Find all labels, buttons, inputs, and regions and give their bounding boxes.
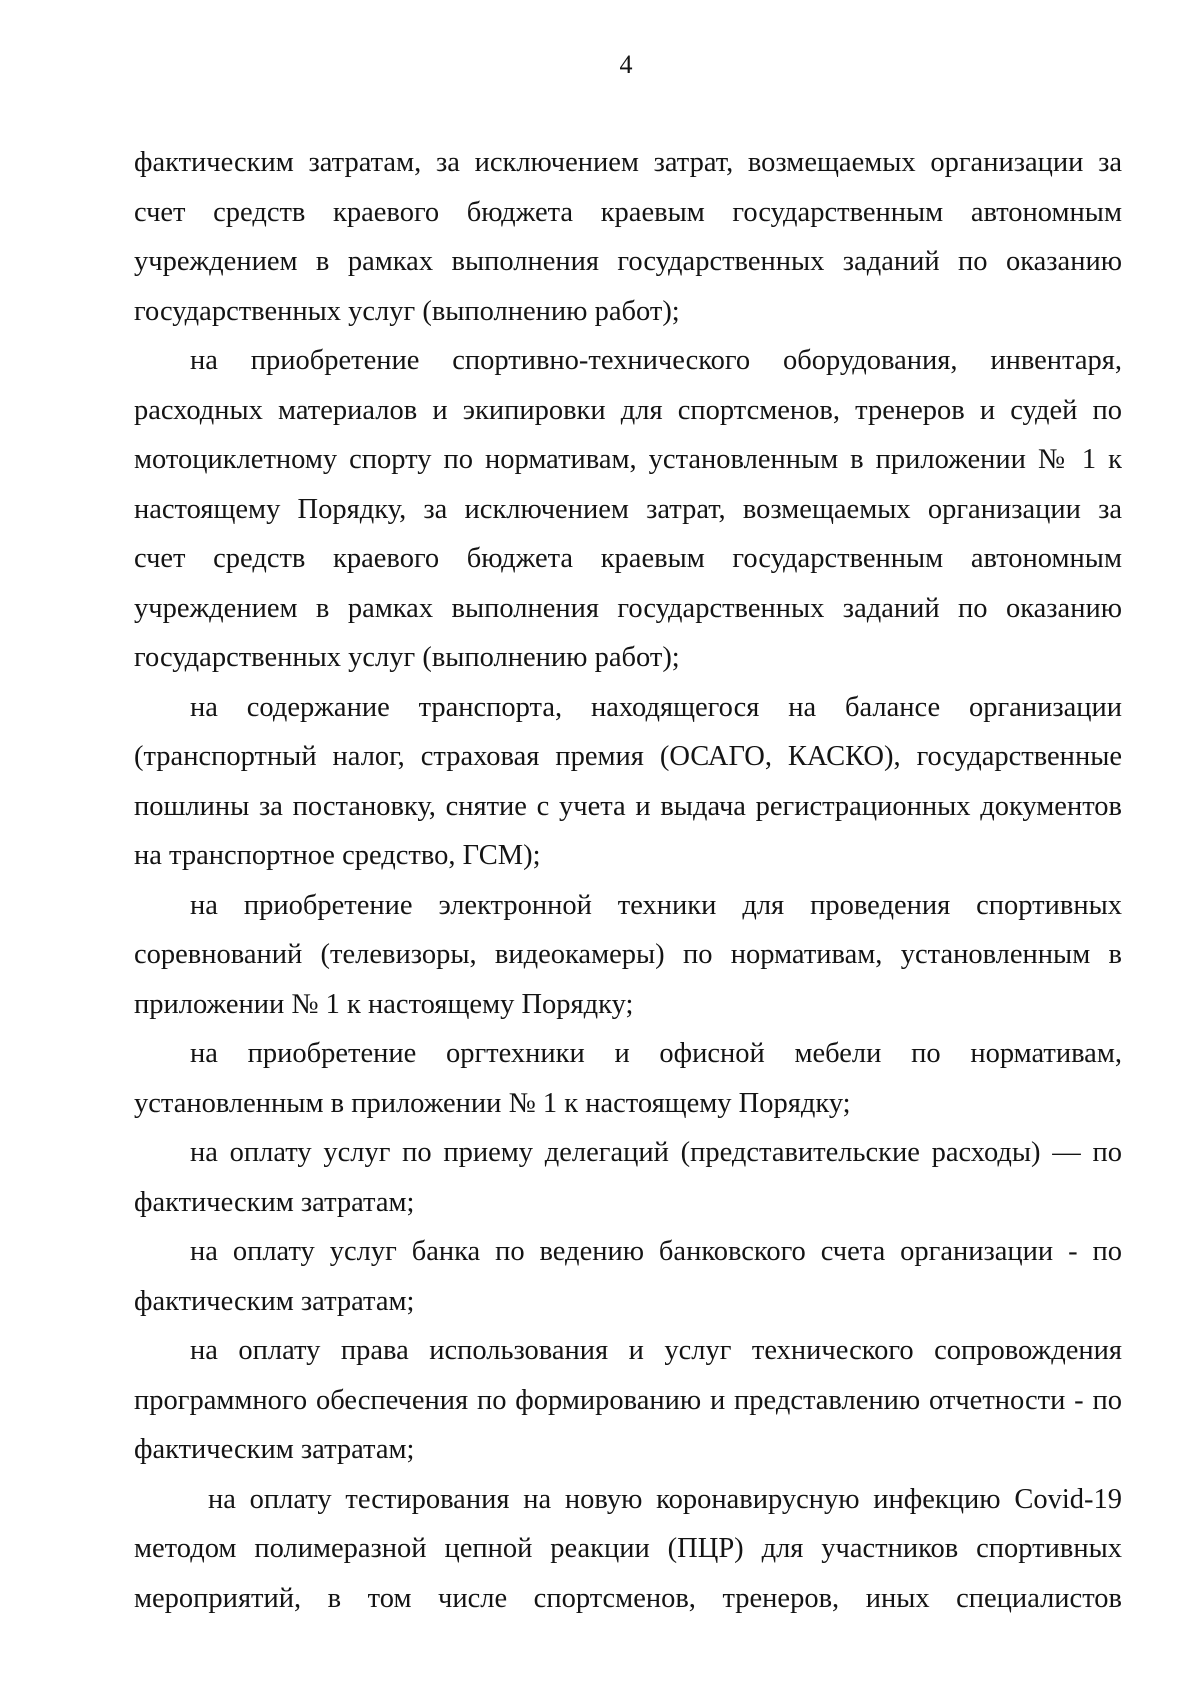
text-line: учреждением в рамках выполнения государственных заданий по оказанию xyxy=(134,592,1122,624)
paragraph xyxy=(134,1326,1122,1475)
text-line: на приобретение оргтехники и офисной мебели по нормативам, xyxy=(190,1038,1122,1069)
text-line: мотоциклетному спорту по нормативам, установленным в приложении № 1 к xyxy=(134,444,1122,475)
text-line: государственных услуг (выполнению работ); xyxy=(134,642,680,673)
text-line: на оплату права использования и услуг технического сопровождения xyxy=(190,1335,1122,1366)
paragraph xyxy=(134,336,1122,683)
text-line: на оплату услуг по приему делегаций (представительские расходы) — по xyxy=(190,1137,1122,1168)
text-line: государственных услуг (выполнению работ); xyxy=(134,295,680,327)
text-line: на приобретение спортивно-технического оборудования, инвентаря, xyxy=(190,345,1122,376)
text-line: расходных материалов и экипировки для спортсменов, тренеров и судей по xyxy=(134,394,1122,426)
text-line: программного обеспечения по формированию и представлению отчетности - по xyxy=(134,1384,1122,1416)
page-number: 4 xyxy=(619,50,633,79)
text-line: счет средств краевого бюджета краевым государственным автономным xyxy=(134,543,1122,574)
text-line: мероприятий, в том числе спортсменов, тренеров, иных специалистов xyxy=(134,1582,1122,1614)
text-line: счет средств краевого бюджета краевым государственным автономным xyxy=(134,196,1122,228)
text-line: установленным в приложении № 1 к настоящему Порядку; xyxy=(134,1087,851,1119)
paragraph xyxy=(134,1029,1122,1128)
text-line: фактическим затратам, за исключением затрат, возмещаемых организации за xyxy=(134,147,1122,178)
text-line: на приобретение электронной техники для проведения спортивных xyxy=(190,889,1122,921)
document-body xyxy=(134,138,1122,1623)
text-line: фактическим затратам; xyxy=(134,1285,415,1317)
text-line: приложении № 1 к настоящему Порядку; xyxy=(134,988,634,1020)
paragraph xyxy=(134,881,1122,1030)
text-line: учреждением в рамках выполнения государственных заданий по оказанию xyxy=(134,246,1122,277)
text-line: на оплату услуг банка по ведению банковского счета организации - по xyxy=(190,1236,1122,1267)
text-line: методом полимеразной цепной реакции (ПЦР) для участников спортивных xyxy=(134,1533,1122,1564)
text-line: пошлины за постановку, снятие с учета и выдача регистрационных документов xyxy=(134,790,1122,822)
text-line: на оплату тестирования на новую коронавирусную инфекцию Covid-19 xyxy=(208,1483,1122,1515)
paragraph xyxy=(134,138,1122,336)
text-line: фактическим затратам; xyxy=(134,1186,415,1218)
text-line: настоящему Порядку, за исключением затрат, возмещаемых организации за xyxy=(134,493,1122,525)
text-line: на транспортное средство, ГСМ); xyxy=(134,840,541,871)
text-line: соревнований (телевизоры, видеокамеры) по нормативам, установленным в xyxy=(134,939,1122,970)
paragraph xyxy=(134,683,1122,881)
text-line: фактическим затратам; xyxy=(134,1434,415,1465)
text-line: на содержание транспорта, находящегося на балансе организации xyxy=(190,691,1122,723)
paragraph xyxy=(134,1475,1122,1624)
paragraph xyxy=(134,1227,1122,1326)
text-line: (транспортный налог, страховая премия (ОСАГО, КАСКО), государственные xyxy=(134,741,1122,772)
paragraph xyxy=(134,1128,1122,1227)
